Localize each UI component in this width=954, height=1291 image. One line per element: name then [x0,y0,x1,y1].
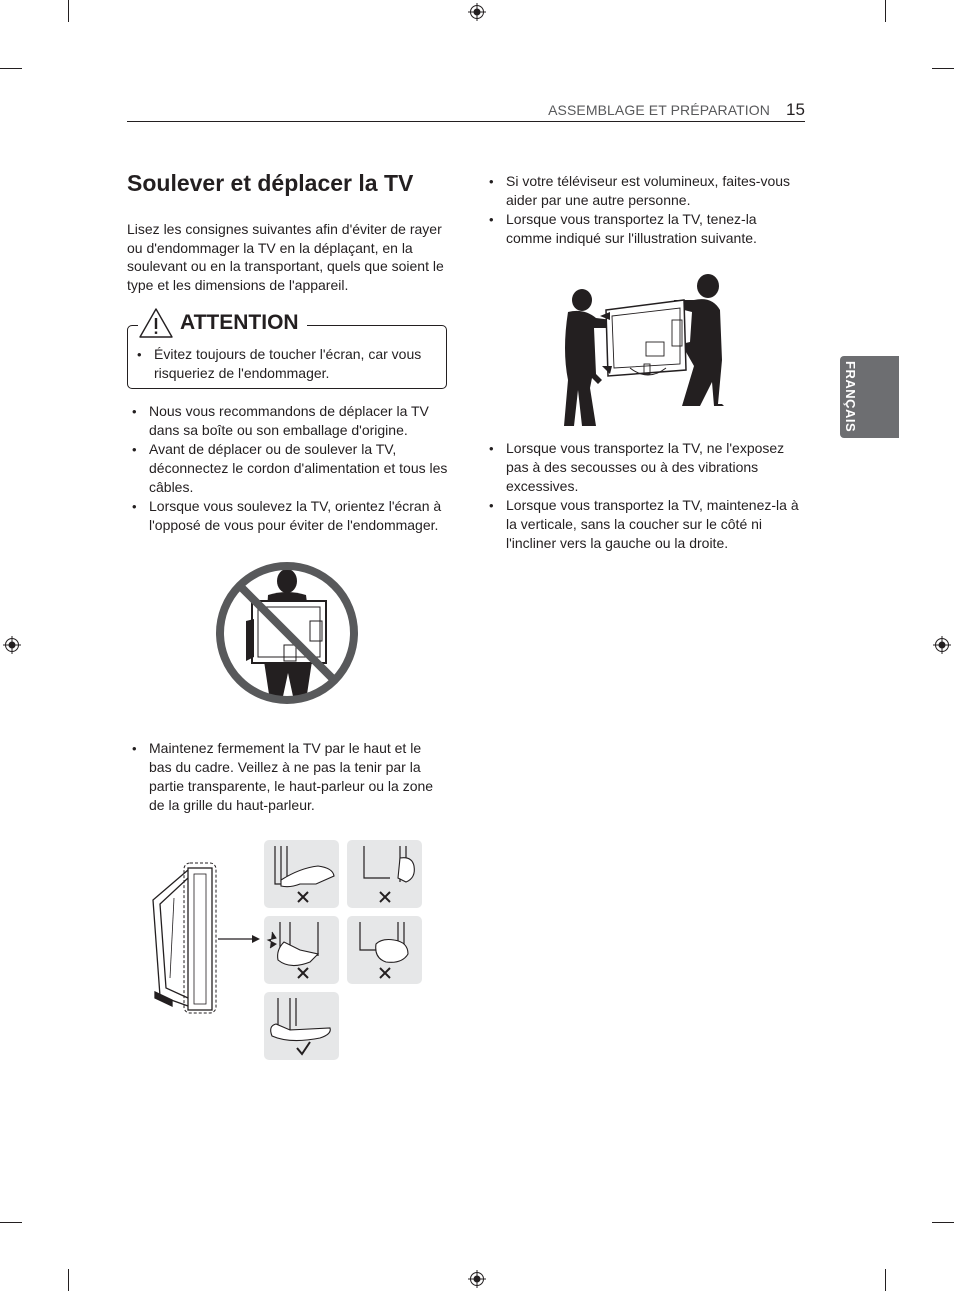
crop-mark [885,1269,886,1291]
crop-mark [0,1222,22,1223]
person-left [564,289,612,426]
grip-panel-wrong-1 [264,840,339,908]
language-tab-label: FRANÇAIS [843,361,858,433]
list-item: • Lorsque vous soulevez la TV, orientez l'écran à l'opposé de vous pour éviter de l'endommager. [127,497,452,535]
page-title: Soulever et déplacer la TV [127,170,414,196]
crop-mark [0,68,22,69]
left-bullet-list [127,402,452,535]
grip-panel-wrong-3 [264,916,339,984]
page-number: 15 [786,100,805,119]
registration-mark-icon [3,636,21,654]
section-title: ASSEMBLAGE ET PRÉPARATION [548,102,770,118]
registration-mark-icon [933,636,951,654]
grip-illustration [150,838,430,1062]
two-person-carry-illustration [562,270,726,428]
header-rule [127,121,805,122]
grip-panel-wrong-4 [347,916,422,984]
list-item: • Avant de déplacer ou de soulever la TV, déconnectez le cordon d'alimentation et tous les câbles. [127,440,452,497]
list-item: • Maintenez fermement la TV par le haut et le bas du cadre. Veillez à ne pas la tenir par la partie transparente, le haut-parleur ou la zone de la grille du haut-parleur. [127,739,447,815]
crop-mark [932,68,954,69]
registration-mark-icon [468,1270,486,1288]
crop-mark [68,1269,69,1291]
tv-side-view [153,863,216,1013]
prohibited-lift-illustration [214,561,362,707]
right-bullet-list-bottom [484,439,804,553]
crop-mark [68,0,69,22]
list-item: • Évitez toujours de toucher l'écran, car vous risqueriez de l'endommager. [132,345,437,383]
attention-list [132,345,437,383]
attention-triangle-icon [138,307,174,339]
intro-paragraph: Lisez les consignes suivantes afin d'éviter de rayer ou d'endommager la TV en la déplaçant, en la soulevant ou en la transportant, quels que soient le type et les dimensions de l'appareil. [127,221,444,293]
list-item: • Lorsque vous transportez la TV, maintenez-la à la verticale, sans la coucher sur le côté ni l'incliner vers la gauche ou la droite. [484,496,804,553]
attention-label: ATTENTION [180,311,299,334]
tv-carried [606,300,686,376]
list-item: • Nous vous recommandons de déplacer la TV dans sa boîte ou son emballage d'origine. [127,402,452,440]
list-item: • Lorsque vous transportez la TV, tenez-la comme indiqué sur l'illustration suivante. [484,210,804,248]
arrow-head-icon [252,935,260,943]
list-item: • Lorsque vous transportez la TV, ne l'exposez pas à des secousses ou à des vibrations excessives. [484,439,804,496]
crop-mark [885,0,886,22]
grip-panel-correct [264,992,339,1060]
attention-header [138,304,307,342]
crop-mark [932,1222,954,1223]
grip-bullet-list [127,739,447,815]
list-item: • Si votre téléviseur est volumineux, faites-vous aider par une autre personne. [484,172,804,210]
right-bullet-list-top [484,172,804,248]
registration-mark-icon [468,3,486,21]
grip-panel-wrong-2 [347,840,422,908]
